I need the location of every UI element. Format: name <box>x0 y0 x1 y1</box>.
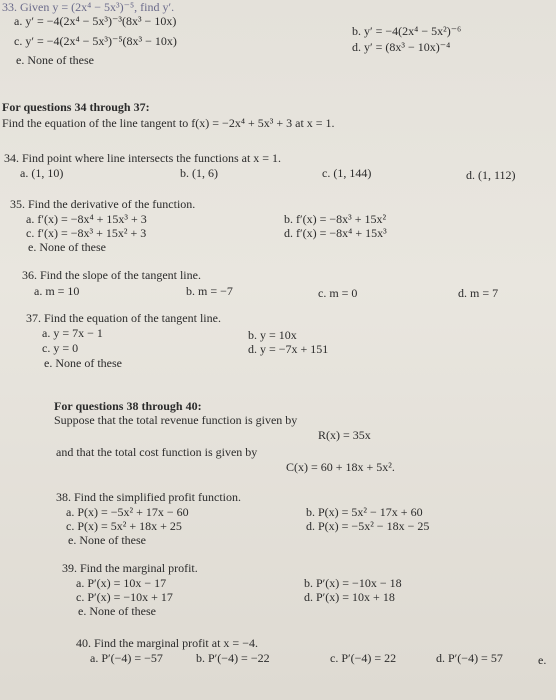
q40-option-e: e. <box>538 653 547 667</box>
q40-option-c: c. P′(−4) = 22 <box>330 651 397 665</box>
q33-option-b: b. y′ = −4(2x⁴ − 5x²)⁻⁶ <box>352 24 462 38</box>
q38-option-c: c. P(x) = 5x² + 18x + 25 <box>66 519 182 533</box>
q33-option-c: c. y′ = −4(2x⁴ − 5x³)⁻⁵(8x³ − 10x) <box>14 34 177 48</box>
q35-option-e: e. None of these <box>28 240 106 254</box>
q38-stem: 38. Find the simplified profit function. <box>56 490 241 504</box>
q40-option-b: b. P′(−4) = −22 <box>196 651 270 665</box>
q35-stem: 35. Find the derivative of the function. <box>10 197 196 211</box>
q39-option-b: b. P′(x) = −10x − 18 <box>304 576 402 590</box>
q34-stem: 34. Find point where line intersects the functions at x = 1. <box>4 151 282 165</box>
q36-option-a: a. m = 10 <box>34 284 80 298</box>
cost-function: C(x) = 60 + 18x + 5x². <box>286 460 395 474</box>
q35-option-a: a. f′(x) = −8x⁴ + 15x³ + 3 <box>26 212 147 226</box>
q34-option-d: d. (1, 112) <box>466 168 516 182</box>
q37-option-c: c. y = 0 <box>42 341 79 355</box>
q37-option-a: a. y = 7x − 1 <box>42 326 103 340</box>
section1-header: For questions 34 through 37: <box>2 100 150 114</box>
q40-option-a: a. P′(−4) = −57 <box>90 651 163 665</box>
q38-option-b: b. P(x) = 5x² − 17x + 60 <box>306 505 423 519</box>
revenue-function: R(x) = 35x <box>318 428 371 442</box>
section2-header: For questions 38 through 40: <box>54 399 202 413</box>
q37-option-b: b. y = 10x <box>248 328 297 342</box>
q38-option-d: d. P(x) = −5x² − 18x − 25 <box>306 519 430 533</box>
q36-option-c: c. m = 0 <box>318 286 358 300</box>
q37-stem: 37. Find the equation of the tangent line. <box>26 311 221 325</box>
q36-option-d: d. m = 7 <box>458 286 499 300</box>
q33-option-e: e. None of these <box>16 53 94 67</box>
q38-option-e: e. None of these <box>68 533 146 547</box>
section2-line1: Suppose that the total revenue function is given by <box>54 413 298 427</box>
q35-option-d: d. f′(x) = −8x⁴ + 15x³ <box>284 226 387 240</box>
q40-option-d: d. P′(−4) = 57 <box>436 651 503 665</box>
q39-option-a: a. P′(x) = 10x − 17 <box>76 576 167 590</box>
q39-stem: 39. Find the marginal profit. <box>62 561 198 575</box>
q35-option-c: c. f′(x) = −8x³ + 15x² + 3 <box>26 226 147 240</box>
q33-option-d: d. y′ = (8x³ − 10x)⁻⁴ <box>352 40 451 54</box>
q34-option-b: b. (1, 6) <box>180 166 218 180</box>
q39-option-c: c. P′(x) = −10x + 17 <box>76 590 173 604</box>
q37-option-d: d. y = −7x + 151 <box>248 342 329 356</box>
q39-option-e: e. None of these <box>78 604 156 618</box>
q39-option-d: d. P′(x) = 10x + 18 <box>304 590 395 604</box>
q34-option-a: a. (1, 10) <box>20 166 64 180</box>
q38-option-a: a. P(x) = −5x² + 17x − 60 <box>66 505 189 519</box>
q33-stem: 33. Given y = (2x⁴ − 5x³)⁻⁵, find y′. <box>2 0 175 14</box>
q36-option-b: b. m = −7 <box>186 284 233 298</box>
section1-instruction: Find the equation of the line tangent to f(x) = −2x⁴ + 5x³ + 3 at x = 1. <box>2 116 335 130</box>
q37-option-e: e. None of these <box>44 356 122 370</box>
q34-option-c: c. (1, 144) <box>322 166 372 180</box>
q33-option-a: a. y′ = −4(2x⁴ − 5x³)⁻³(8x³ − 10x) <box>14 14 177 28</box>
q35-option-b: b. f′(x) = −8x³ + 15x² <box>284 212 387 226</box>
q36-stem: 36. Find the slope of the tangent line. <box>22 268 201 282</box>
section2-line2: and that the total cost function is given by <box>56 445 258 459</box>
q40-stem: 40. Find the marginal profit at x = −4. <box>76 636 258 650</box>
